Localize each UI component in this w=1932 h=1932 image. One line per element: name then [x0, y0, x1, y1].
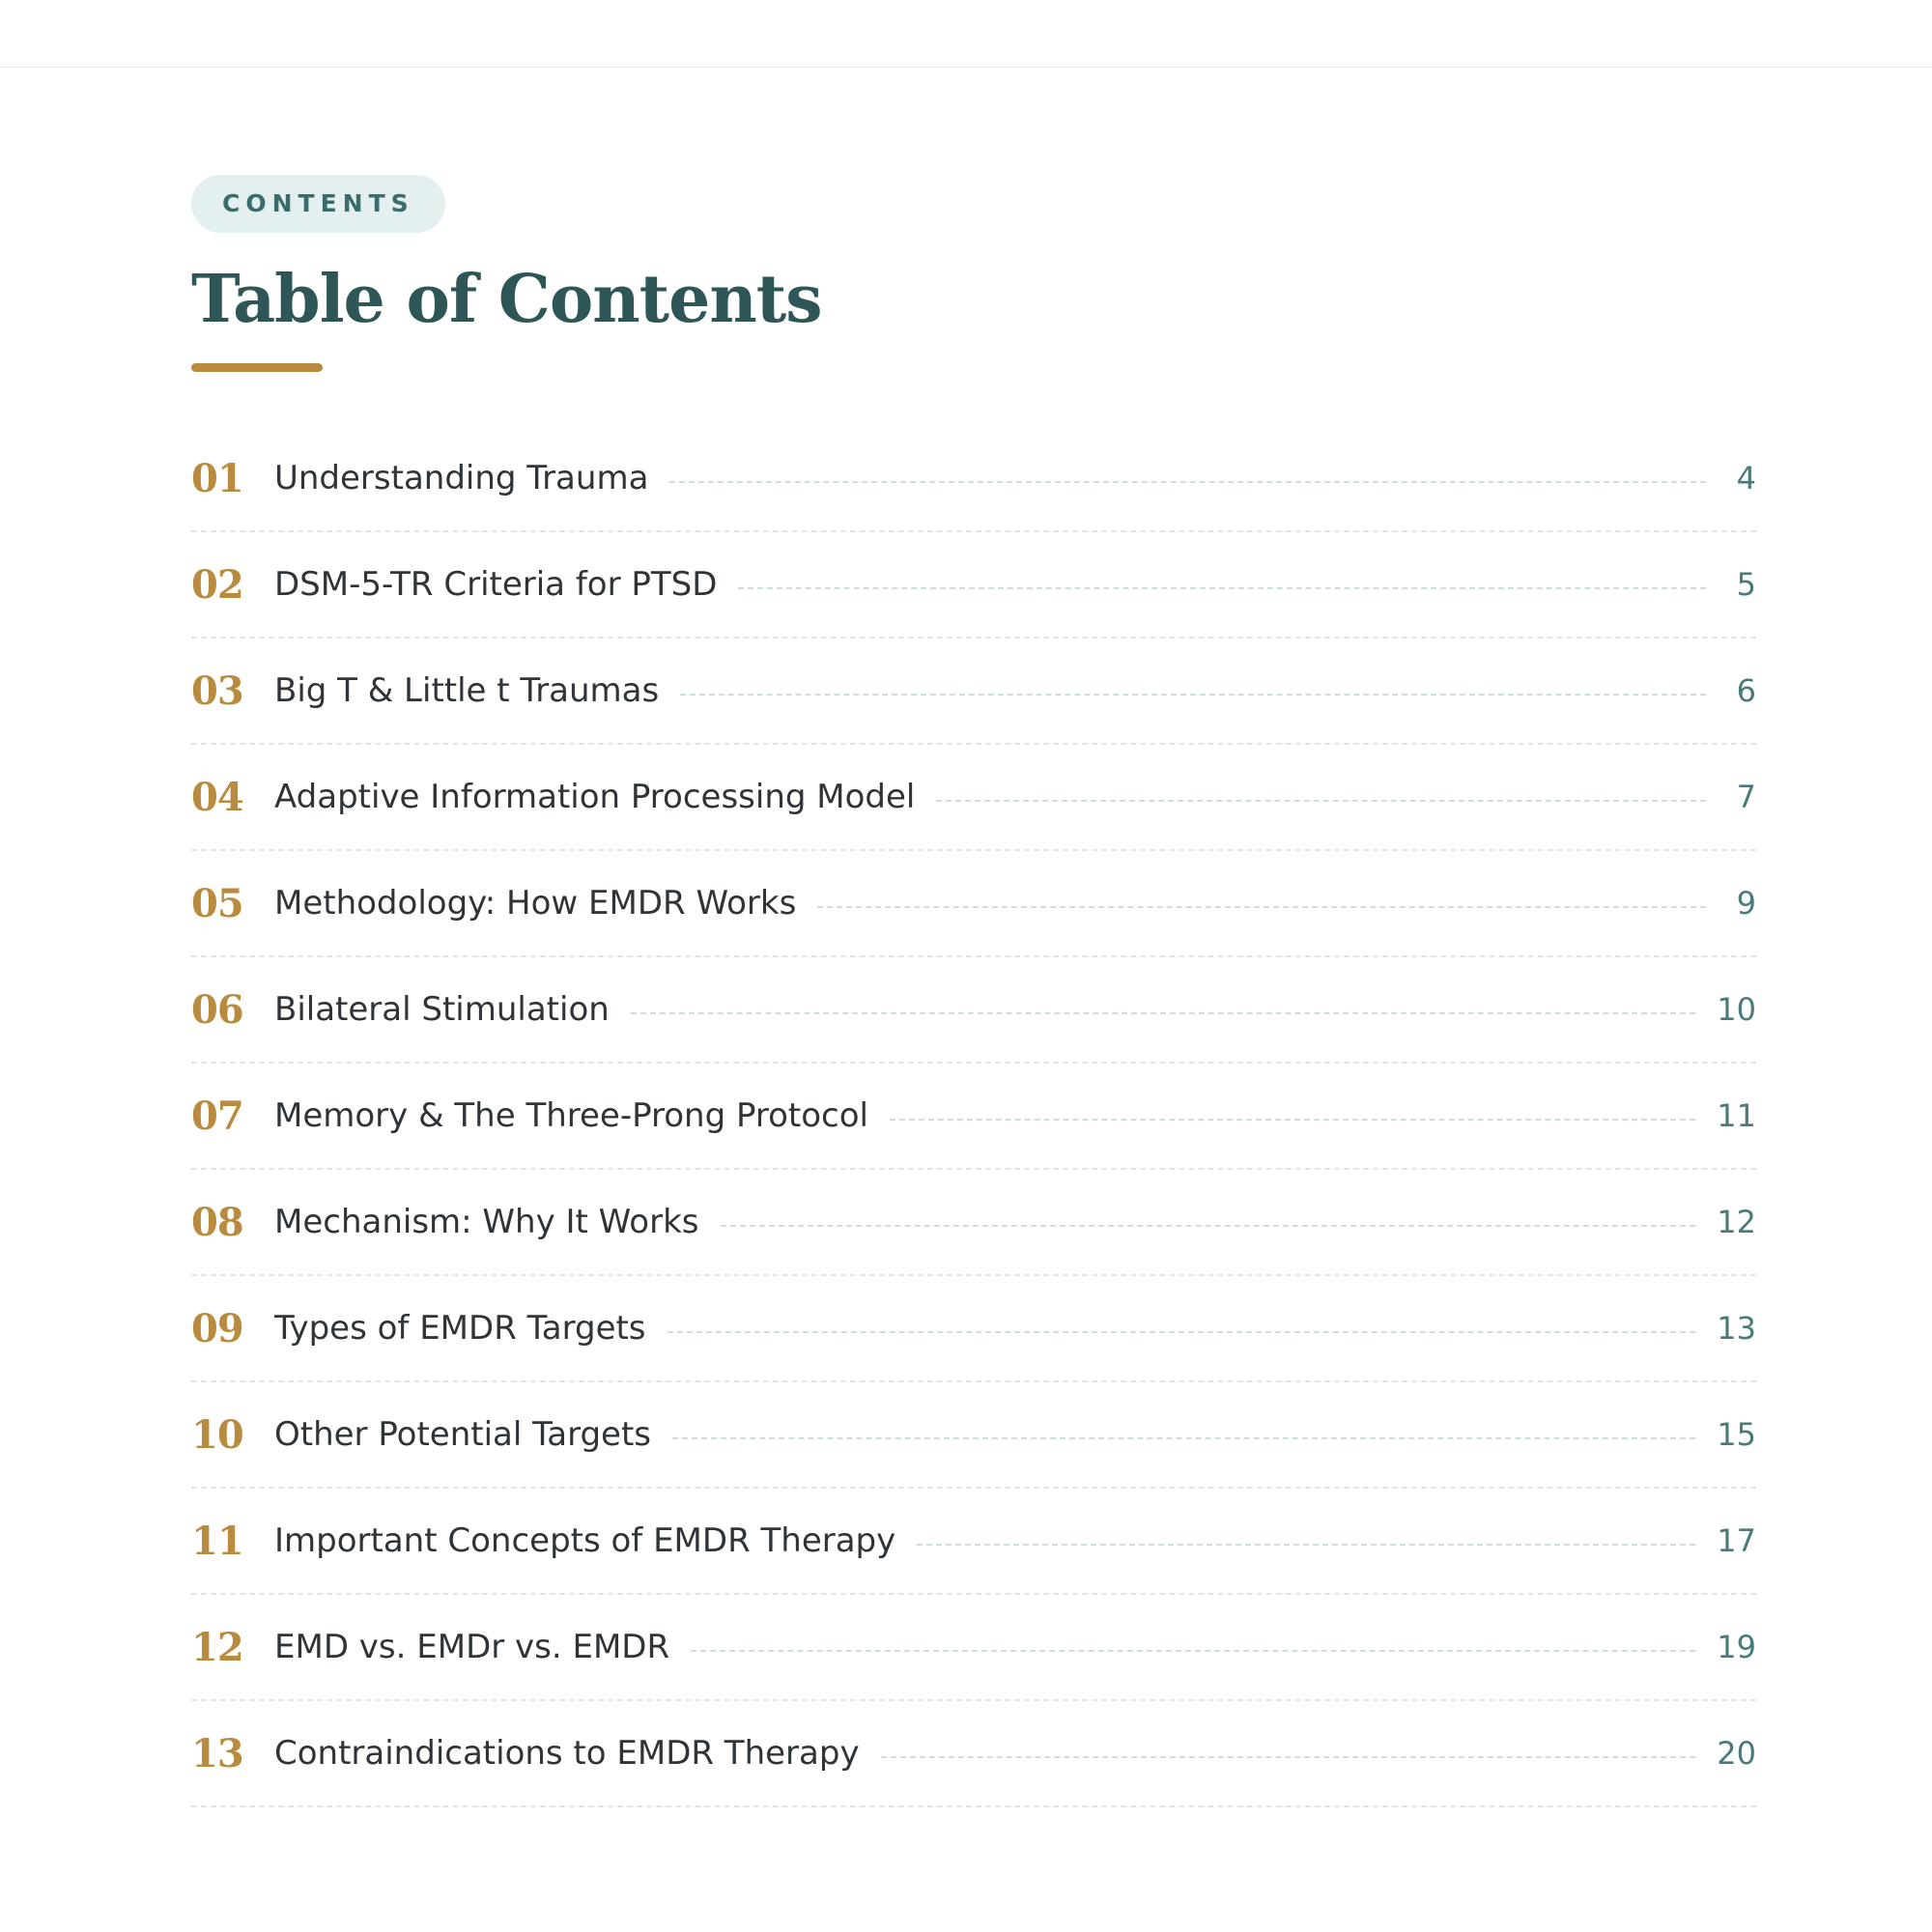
toc-entry-title[interactable]: Other Potential Targets: [274, 1415, 652, 1455]
toc-entry-page[interactable]: 5: [1736, 566, 1756, 604]
toc-entry-page[interactable]: 19: [1717, 1629, 1756, 1666]
toc-entry-title[interactable]: Contraindications to EMDR Therapy: [274, 1734, 860, 1774]
toc-entry-title[interactable]: Adaptive Information Processing Model: [274, 778, 916, 817]
toc-list: [191, 426, 1756, 1807]
toc-entry-title[interactable]: DSM-5-TR Criteria for PTSD: [274, 565, 718, 605]
toc-entry[interactable]: [191, 1382, 1756, 1489]
title-underline: [191, 363, 323, 372]
toc-entry[interactable]: [191, 851, 1756, 957]
toc-entry[interactable]: [191, 1701, 1756, 1807]
dot-leader: [721, 1225, 1696, 1227]
dot-leader: [738, 587, 1706, 589]
toc-entry-page[interactable]: 10: [1717, 991, 1756, 1029]
toc-entry[interactable]: [191, 639, 1756, 745]
toc-entry-page[interactable]: 20: [1717, 1735, 1756, 1773]
dot-leader: [669, 481, 1706, 483]
toc-entry-number: 10: [191, 1411, 243, 1458]
dot-leader: [936, 800, 1706, 802]
toc-entry-title[interactable]: Memory & The Three-Prong Protocol: [274, 1096, 868, 1136]
toc-page: [191, 175, 1756, 1823]
toc-entry-number: 09: [191, 1305, 243, 1351]
dot-leader: [817, 906, 1706, 908]
toc-entry-number: 11: [191, 1518, 243, 1564]
toc-entry-number: 01: [191, 455, 243, 501]
toc-entry-page[interactable]: 13: [1717, 1310, 1756, 1348]
toc-entry-number: 04: [191, 774, 243, 820]
toc-entry-number: 12: [191, 1624, 243, 1670]
dot-leader: [890, 1119, 1695, 1121]
toc-entry-number: 13: [191, 1730, 243, 1776]
dot-leader: [631, 1012, 1695, 1014]
toc-entry[interactable]: [191, 745, 1756, 851]
toc-entry-page[interactable]: 12: [1717, 1204, 1756, 1241]
dot-leader: [881, 1756, 1696, 1758]
dot-leader: [680, 694, 1706, 696]
toc-entry[interactable]: [191, 957, 1756, 1064]
page-title: Table of Contents: [191, 261, 822, 338]
toc-entry-number: 06: [191, 986, 243, 1033]
toc-entry-title[interactable]: Important Concepts of EMDR Therapy: [274, 1521, 896, 1561]
toc-entry-page[interactable]: 6: [1736, 672, 1756, 710]
dot-leader: [691, 1650, 1695, 1652]
toc-entry-page[interactable]: 4: [1736, 460, 1756, 497]
toc-entry-number: 03: [191, 668, 243, 714]
dot-leader: [672, 1437, 1695, 1439]
toc-entry[interactable]: [191, 532, 1756, 639]
toc-entry-page[interactable]: 15: [1717, 1416, 1756, 1454]
toc-entry-title[interactable]: Methodology: How EMDR Works: [274, 884, 797, 923]
section-badge: CONTENTS: [191, 175, 445, 233]
toc-entry-number: 02: [191, 561, 243, 608]
toc-entry-page[interactable]: 17: [1717, 1522, 1756, 1560]
toc-entry-title[interactable]: Bilateral Stimulation: [274, 990, 610, 1030]
toc-entry-title[interactable]: Big T & Little t Traumas: [274, 671, 660, 711]
toc-entry-page[interactable]: 7: [1736, 779, 1756, 816]
toc-entry-number: 08: [191, 1199, 243, 1245]
toc-entry-number: 07: [191, 1093, 243, 1139]
toc-entry-number: 05: [191, 880, 243, 926]
toc-entry-title[interactable]: Mechanism: Why It Works: [274, 1203, 699, 1242]
toc-entry[interactable]: [191, 1276, 1756, 1382]
toc-entry[interactable]: [191, 1595, 1756, 1701]
toc-entry-title[interactable]: EMD vs. EMDr vs. EMDR: [274, 1628, 670, 1667]
toc-entry[interactable]: [191, 426, 1756, 532]
toc-entry[interactable]: [191, 1170, 1756, 1276]
toc-entry[interactable]: [191, 1489, 1756, 1595]
toc-entry-title[interactable]: Understanding Trauma: [274, 459, 649, 498]
toc-entry-page[interactable]: 9: [1736, 885, 1756, 923]
dot-leader: [917, 1544, 1695, 1546]
toc-entry[interactable]: [191, 1064, 1756, 1170]
top-bar-divider: [0, 0, 1932, 68]
dot-leader: [668, 1331, 1696, 1333]
toc-entry-page[interactable]: 11: [1717, 1097, 1756, 1135]
toc-entry-title[interactable]: Types of EMDR Targets: [274, 1309, 646, 1349]
